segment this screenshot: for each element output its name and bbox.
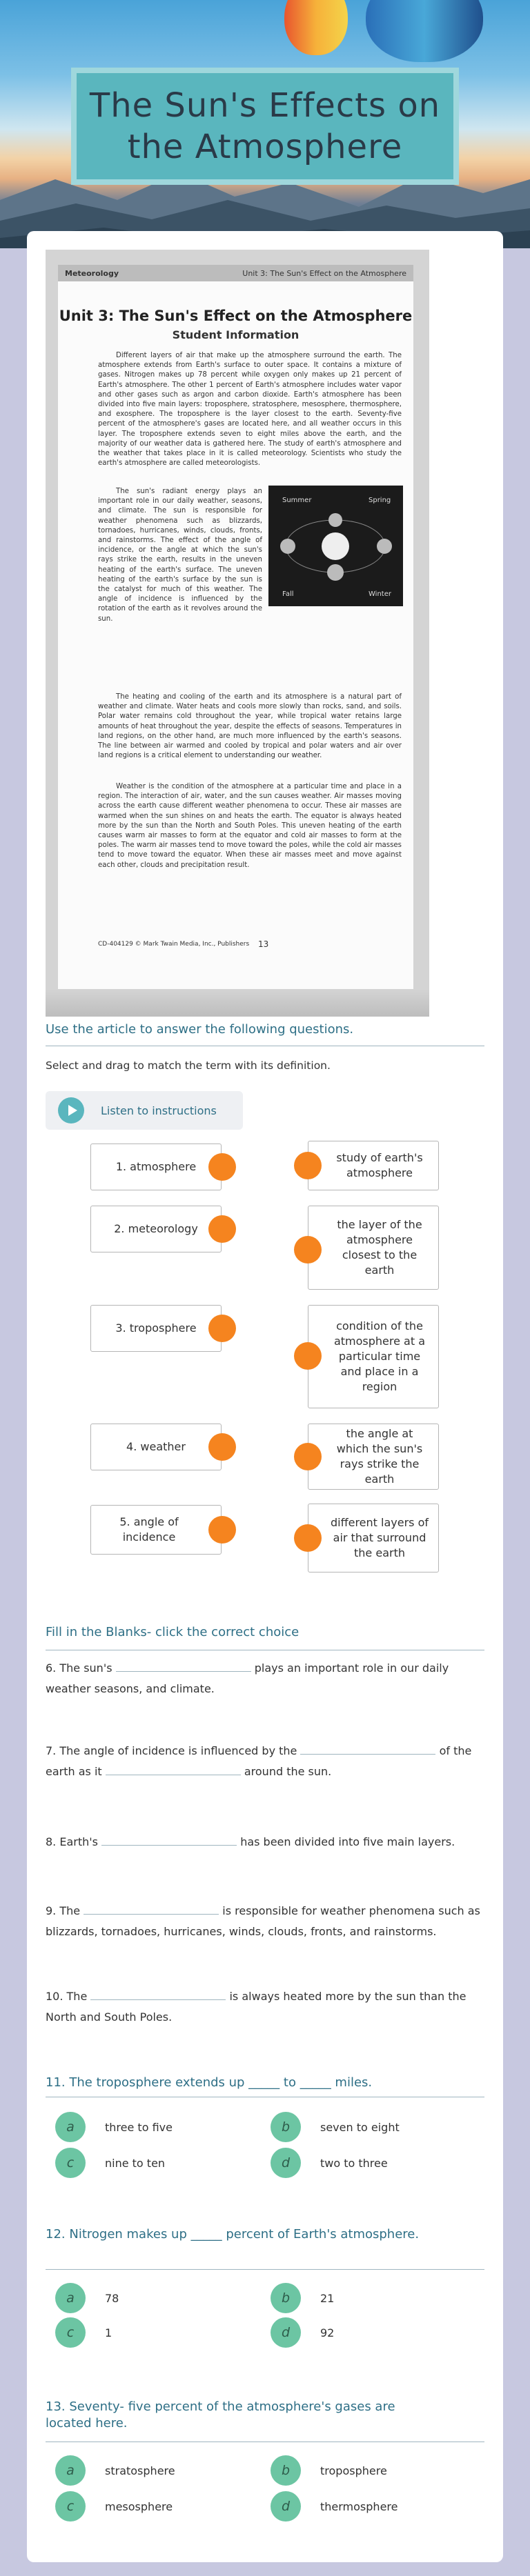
question-text: is responsible for weather phenomena such as blizzards, tornadoes, hurricanes, winds, clouds, fronts, and rainstorms. [46,1904,480,1938]
listen-button[interactable] [46,1091,243,1130]
divider [46,2269,484,2270]
term-connector-dot[interactable] [208,1153,236,1181]
term-connector-dot[interactable] [208,1433,236,1461]
answer-option[interactable] [55,2491,173,2522]
option-letter-badge: c [55,2317,86,2348]
option-label: three to five [105,2120,173,2134]
definition-box[interactable]: different layers of air that surround the earth [308,1504,439,1572]
fill-heading: Fill in the Blanks- click the correct choice [46,1625,300,1639]
article-heading: Unit 3: The Sun's Effect on the Atmosphere [59,308,413,324]
listen-label: Listen to instructions [101,1104,217,1117]
question-text: 8. Earth's [46,1835,98,1848]
diagram-label: Winter [369,590,391,598]
answer-option[interactable] [271,2112,400,2142]
question-text: of the earth as it [46,1744,472,1778]
question-text: has been divided into five main layers. [240,1835,455,1848]
definition-connector-dot[interactable] [294,1443,322,1470]
article-header-left: Meteorology [65,268,119,278]
option-letter-badge: a [55,2112,86,2142]
option-letter-badge: a [55,2283,86,2313]
answer-option[interactable] [55,2283,119,2313]
option-label: troposphere [320,2464,387,2477]
definition-connector-dot[interactable] [294,1152,322,1179]
question-text: 7. The angle of incidence is influenced by the [46,1744,297,1757]
option-label: 92 [320,2326,335,2339]
option-letter-badge: b [271,2455,301,2486]
question-text: 6. The sun's [46,1661,112,1675]
question-text: 9. The [46,1904,81,1917]
hot-air-balloon-image [284,0,348,55]
article-image [46,250,429,1017]
fill-question-8 [46,1832,484,1853]
answer-option[interactable] [55,2148,165,2178]
matching-heading: Use the article to answer the following questions. [46,1022,354,1037]
article-paragraph: Weather is the condition of the atmosphere at a particular time and place in a region. The interaction of air, water, and the sun causes weather. Air masses moving across the earth cause different weather phenomena to occur. These air masses are warmed when the sun shines on and heats the earth. The equator is always heated more by the sun than the North and South Poles. This uneven heating of the earth causes warm air masses to form at the equator and cold air masses to form at the poles. The warm air masses tend to move toward the poles, while the cold air masses tend to move toward the equator. When these air masses meet and move against each other, clouds and precipitation result. [98,783,402,869]
option-label: two to three [320,2156,388,2170]
option-label: 78 [105,2291,119,2305]
option-label: stratosphere [105,2464,175,2477]
blank-field[interactable] [84,1902,219,1915]
play-icon [58,1097,84,1124]
article-page-number: 13 [258,939,269,949]
option-letter-badge: a [55,2455,86,2486]
article-header-right: Unit 3: The Sun's Effect on the Atmosphere [242,268,406,278]
page-title-box [71,68,459,185]
question-11-heading: 11. The troposphere extends up _____ to _____ miles. [46,2075,373,2090]
seasons-diagram [268,486,403,606]
fill-question-7 [46,1741,484,1782]
question-13-heading: 13. Seventy- five percent of the atmosphere's gases are located here. [46,2399,395,2430]
fill-question-6 [46,1658,484,1699]
article-paragraph: The heating and cooling of the earth and its atmosphere is a natural part of weather and climate. Water heats and cools more slowly than rocks, sand, and soils. Polar water remains cold throughout the year, while tropical water retains large amounts of heat throughout the year, despite the effects of seasons. Temperatures in land regions, on the other hand, are much more influenced by the earth's seasons. The line between air warmed and cooled by tropical and polar waters and air over land regions is a critical element to understanding our weather. [98,693,402,760]
question-text: around the sun. [244,1765,332,1778]
option-letter-badge: b [271,2283,301,2313]
answer-option[interactable] [271,2283,334,2313]
answer-option[interactable] [55,2317,112,2348]
diagram-label: Spring [369,497,391,504]
term-box[interactable]: 2. meteorology [90,1206,222,1252]
option-label: thermosphere [320,2499,398,2513]
term-box[interactable]: 5. angle of incidence [90,1505,222,1555]
option-letter-badge: c [55,2491,86,2522]
definition-connector-dot[interactable] [294,1236,322,1264]
question-text: is always heated more by the sun than the North and South Poles. [46,1990,467,2024]
answer-option[interactable] [271,2455,387,2486]
definition-box[interactable]: the angle at which the sun's rays strike the earth [308,1424,439,1490]
option-label: mesosphere [105,2499,173,2513]
blank-field[interactable] [106,1763,241,1775]
blank-field[interactable] [116,1659,251,1672]
term-box[interactable]: 4. weather [90,1424,222,1470]
term-box[interactable]: 3. troposphere [90,1305,222,1352]
option-label: 1 [105,2326,112,2339]
term-connector-dot[interactable] [208,1215,236,1243]
definition-box[interactable]: study of earth's atmosphere [308,1141,439,1190]
option-label: 21 [320,2291,335,2305]
matching-instruction: Select and drag to match the term with its definition. [46,1059,331,1072]
answer-option[interactable] [271,2491,398,2522]
article-footer: CD-404129 © Mark Twain Media, Inc., Publishers [98,941,250,948]
term-connector-dot[interactable] [208,1516,236,1544]
option-letter-badge: b [271,2112,301,2142]
option-letter-badge: c [55,2148,86,2178]
option-label: nine to ten [105,2156,166,2170]
article-shadow [46,989,429,1017]
page-title: The Sun's Effects on the Atmosphere [89,86,441,166]
blank-field[interactable] [90,1988,226,2000]
term-box[interactable]: 1. atmosphere [90,1144,222,1190]
fill-question-10 [46,1986,484,2028]
question-text: 10. The [46,1990,88,2003]
option-label: seven to eight [320,2120,400,2134]
article-paragraph: Different layers of air that make up the atmosphere surround the earth. The atmosphere extends from Earth's surface to outer space. It contains a mixture of gases. Nitrogen makes up 78 percent while oxygen only makes up 21 percent of Earth's atmosphere. The other 1 percent of Earth's atmosphere includes water vapor and other gases such as argon and carbon dioxide. Earth's atmosphere has been divided into five main layers: troposphere, stratosphere, mesosphere, thermosphere, and exosphere. The troposphere is the layer closest to the earth. Seventy-five percent of the atmosphere's gases are located here, and all weather occurs in this layer. The troposphere extends seven to eight miles above the earth, and the majority of our weather data is gathered here. The study of earth's atmosphere and the weather that takes place in it is called meteorology. Scientists who study the earth's atmosphere are called meteorologists. [98,352,402,468]
definition-connector-dot[interactable] [294,1342,322,1370]
answer-option[interactable] [55,2112,173,2142]
diagram-label: Summer [282,497,312,504]
question-text: plays an important role in our daily weather seasons, and climate. [46,1661,449,1695]
article-paragraph: The sun's radiant energy plays an important role in our daily weather, seasons, and climate. The sun is responsible for weather phenomena such as blizzards, tornadoes, hurricanes, winds, clouds, fronts, and rainstorms. The effect of the angle of incidence, or the angle at which the sun's rays strike the earth, results in the uneven heating of the earth's surface. The uneven heating of the earth's surface by the sun is the catalyst for much of this weather. The angle of incidence is influenced by the rotation of the earth as it revolves around the sun. [98,488,262,623]
term-connector-dot[interactable] [208,1315,236,1342]
blank-field[interactable] [101,1833,237,1846]
option-letter-badge: d [271,2491,301,2522]
answer-option[interactable] [55,2455,175,2486]
article-page [58,265,413,996]
answer-option[interactable] [271,2148,388,2178]
hot-air-balloon-image [366,0,483,62]
diagram-label: Fall [282,590,294,598]
definition-box[interactable]: condition of the atmosphere at a particular time and place in a region [308,1305,439,1408]
question-12-heading: 12. Nitrogen makes up _____ percent of Earth's atmosphere. [46,2227,420,2241]
fill-question-9 [46,1901,484,1942]
definition-connector-dot[interactable] [294,1524,322,1552]
option-letter-badge: d [271,2148,301,2178]
answer-option[interactable] [271,2317,334,2348]
definition-box[interactable]: the layer of the atmosphere closest to the earth [308,1206,439,1290]
article-subheading: Student Information [172,328,300,341]
option-letter-badge: d [271,2317,301,2348]
blank-field[interactable] [300,1742,435,1755]
article-header-bar [58,265,413,281]
